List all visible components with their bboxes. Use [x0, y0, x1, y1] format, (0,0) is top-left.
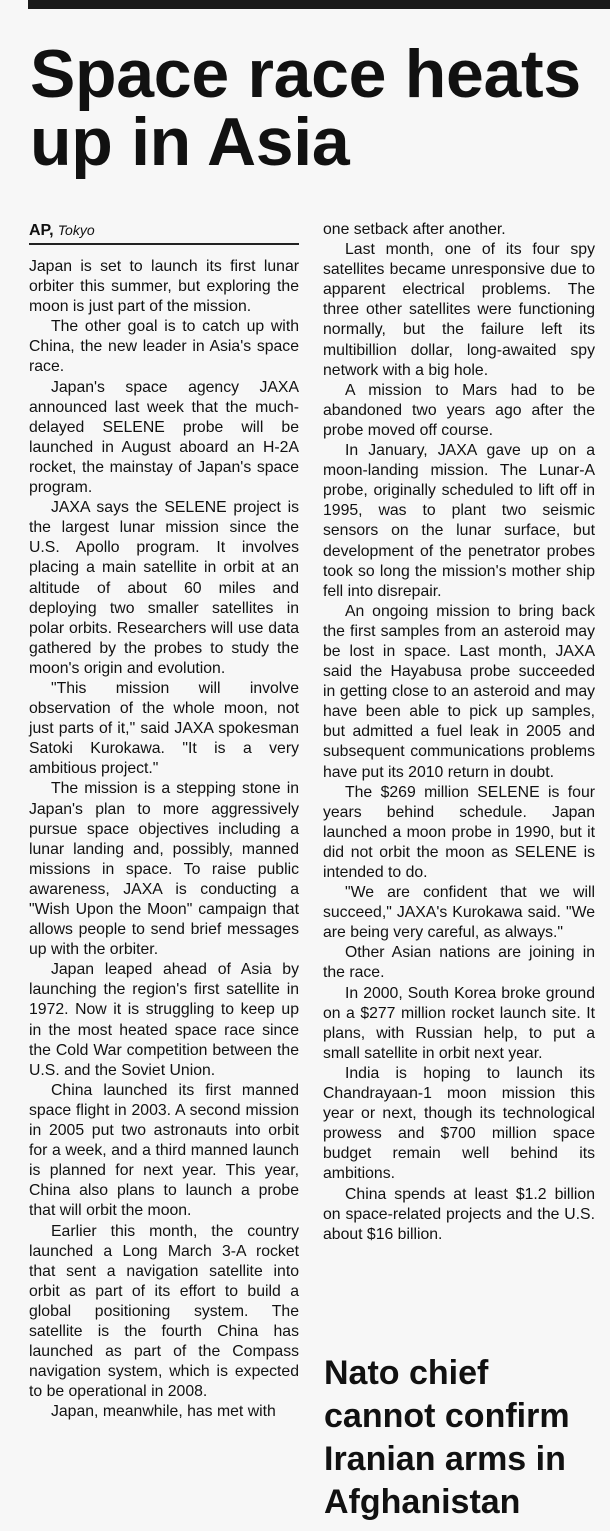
headline: Space race heats up in Asia	[30, 36, 581, 180]
paragraph: The mission is a stepping stone in Japan's plan to more aggressively pursue space objectives including a lunar landing and, possibly, manned missions in space. To raise public awareness, JAXA is conducting a "Wish Upon the Moon" campaign that allows people to send brief messages up with the orbiter.	[29, 780, 299, 959]
paragraph: Japan's space agency JAXA announced last week that the much-delayed SELENE probe will be launched in August aboard an H-2A rocket, the mainstay of Japan's space program.	[29, 378, 299, 497]
byline-rule	[29, 243, 299, 245]
paragraph: In 2000, South Korea broke ground on a $277 million rocket launch site. It plans, with Russian help, to put a small satellite in orbit next year.	[323, 984, 595, 1062]
top-rule	[28, 0, 610, 9]
paragraph: Japan leaped ahead of Asia by launching the region's first satellite in 1972. Now it is struggling to keep up in the most heated space race since the Cold War competition between the U.S. and the Soviet Union.	[29, 961, 299, 1079]
paragraph: India is hoping to launch its Chandrayaan-1 moon mission this year or next, though its technological prowess and $700 million space budget remain well behind its ambitions.	[323, 1064, 595, 1183]
paragraph: The $269 million SELENE is four years behind schedule. Japan launched a moon probe in 1990, but it did not orbit the moon as SELENE is intended to do.	[323, 783, 595, 881]
paragraph: one setback after another.	[323, 221, 506, 238]
paragraph: Japan, meanwhile, has met with	[51, 1403, 276, 1421]
paragraph: "We are confident that we will succeed," JAXA's Kurokawa said. "We are being very careful, as always."	[323, 884, 595, 942]
paragraph: JAXA says the SELENE project is the largest lunar mission since the U.S. Apollo program. It involves placing a main satellite in orbit at an altitude of about 60 miles and deploying two smaller satellites in polar orbits. Researchers will use data gathered by the probes to study the moon's origin and evolution.	[29, 499, 299, 677]
paragraph: Earlier this month, the country launched a Long March 3-A rocket that sent a navigation satellite into orbit as part of its effort to build a global positioning system. The satellite is the fourth China has launched as part of the Compass navigation system, which is expected to be operational in 2008.	[29, 1222, 299, 1401]
paragraph: A mission to Mars had to be abandoned two years ago after the probe moved off course.	[323, 381, 595, 439]
paragraph: Other Asian nations are joining in the race.	[323, 944, 595, 982]
byline-location: Tokyo	[57, 222, 95, 238]
paragraph: In January, JAXA gave up on a moon-landing mission. The Lunar-A probe, originally scheduled to lift off in 1995, was to plant two seismic sensors on the lunar surface, but development of the penetrator probes took so long the mission's mother ship fell into disrepair.	[323, 442, 595, 600]
article-column-2	[323, 220, 595, 1245]
paragraph: The other goal is to catch up with China, the new leader in Asia's space race.	[29, 318, 299, 376]
byline	[29, 220, 299, 242]
paragraph: China spends at least $1.2 billion on space-related projects and the U.S. about $16 billion.	[323, 1185, 595, 1243]
side-headline: Nato chief cannot confirm Iranian arms in Afghanistan	[324, 1354, 570, 1521]
byline-agency: AP,	[29, 222, 54, 239]
paragraph: An ongoing mission to bring back the first samples from an asteroid may be lost in space. Last month, JAXA said the Hayabusa probe succeeded in getting close to an asteroid and may have been able to pick up samples, but admitted a fuel leak in 2005 and subsequent communications problems have put its 2010 return in doubt.	[323, 602, 595, 781]
paragraph: China launched its first manned space flight in 2003. A second mission in 2005 put two astronauts into orbit for a week, and a third manned launch is planned for next year. This year, China also plans to launch a probe that will orbit the moon.	[29, 1081, 299, 1220]
paragraph: Last month, one of its four spy satellites became unresponsive due to apparent electrical problems. The three other satellites were functioning normally, but the failure left its multibillion dollar, long-awaited spy network with a big hole.	[323, 241, 595, 379]
paragraph: "This mission will involve observation of the whole moon, not just parts of it," said JAXA spokesman Satoki Kurokawa. "It is a very ambitious project."	[29, 679, 299, 778]
paragraph: Japan is set to launch its first lunar orbiter this summer, but exploring the moon is just part of the mission.	[29, 258, 299, 316]
article-column-1	[29, 220, 299, 1422]
